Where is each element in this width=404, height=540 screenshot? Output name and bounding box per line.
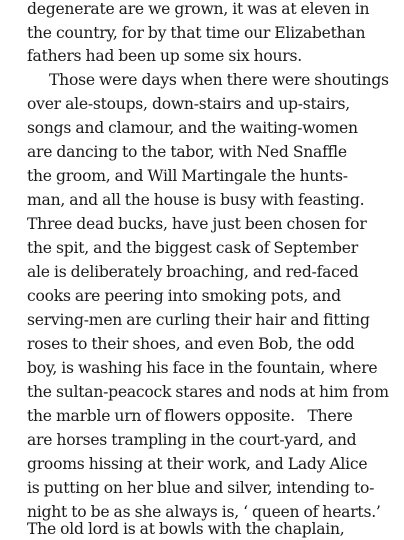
text-line: ale is deliberately broaching, and red-faced bbox=[27, 263, 359, 281]
text-line: cooks are peering into smoking pots, and bbox=[27, 287, 341, 305]
text-line: the groom, and Will Martingale the hunts- bbox=[27, 167, 348, 185]
text-line: Three dead bucks, have just been chosen for bbox=[27, 215, 367, 233]
text-line: night to be as she always is, ‘ queen of hearts.’ bbox=[27, 503, 381, 521]
text-line: are horses trampling in the court-yard, and bbox=[27, 431, 357, 449]
text-line: degenerate are we grown, it was at eleven in bbox=[27, 0, 370, 18]
text-line: The old lord is at bowls with the chaplain, bbox=[27, 520, 345, 538]
text-line: roses to their shoes, and even Bob, the odd bbox=[27, 335, 355, 353]
text-line: the marble urn of flowers opposite. There bbox=[27, 407, 353, 425]
text-line: are dancing to the tabor, with Ned Snaffle bbox=[27, 143, 347, 161]
text-line: boy, is washing his face in the fountain, where bbox=[27, 359, 378, 377]
text-line: man, and all the house is busy with feasting. bbox=[27, 191, 365, 209]
text-line: fathers had been up some six hours. bbox=[27, 47, 302, 65]
text-line: grooms hissing at their work, and Lady Alice bbox=[27, 455, 368, 473]
paragraph-first-line: Those were days when there were shoutings bbox=[49, 71, 389, 89]
text-line: serving-men are curling their hair and fitting bbox=[27, 311, 370, 329]
text-line: over ale-stoups, down-stairs and up-stairs, bbox=[27, 95, 351, 113]
text-line: the sultan-peacock stares and nods at him from bbox=[27, 383, 389, 401]
text-line: the country, for by that time our Elizabethan bbox=[27, 24, 366, 42]
text-line: the spit, and the biggest cask of September bbox=[27, 239, 358, 257]
text-line: is putting on her blue and silver, intending to- bbox=[27, 479, 375, 497]
text-line: songs and clamour, and the waiting-women bbox=[27, 119, 358, 137]
